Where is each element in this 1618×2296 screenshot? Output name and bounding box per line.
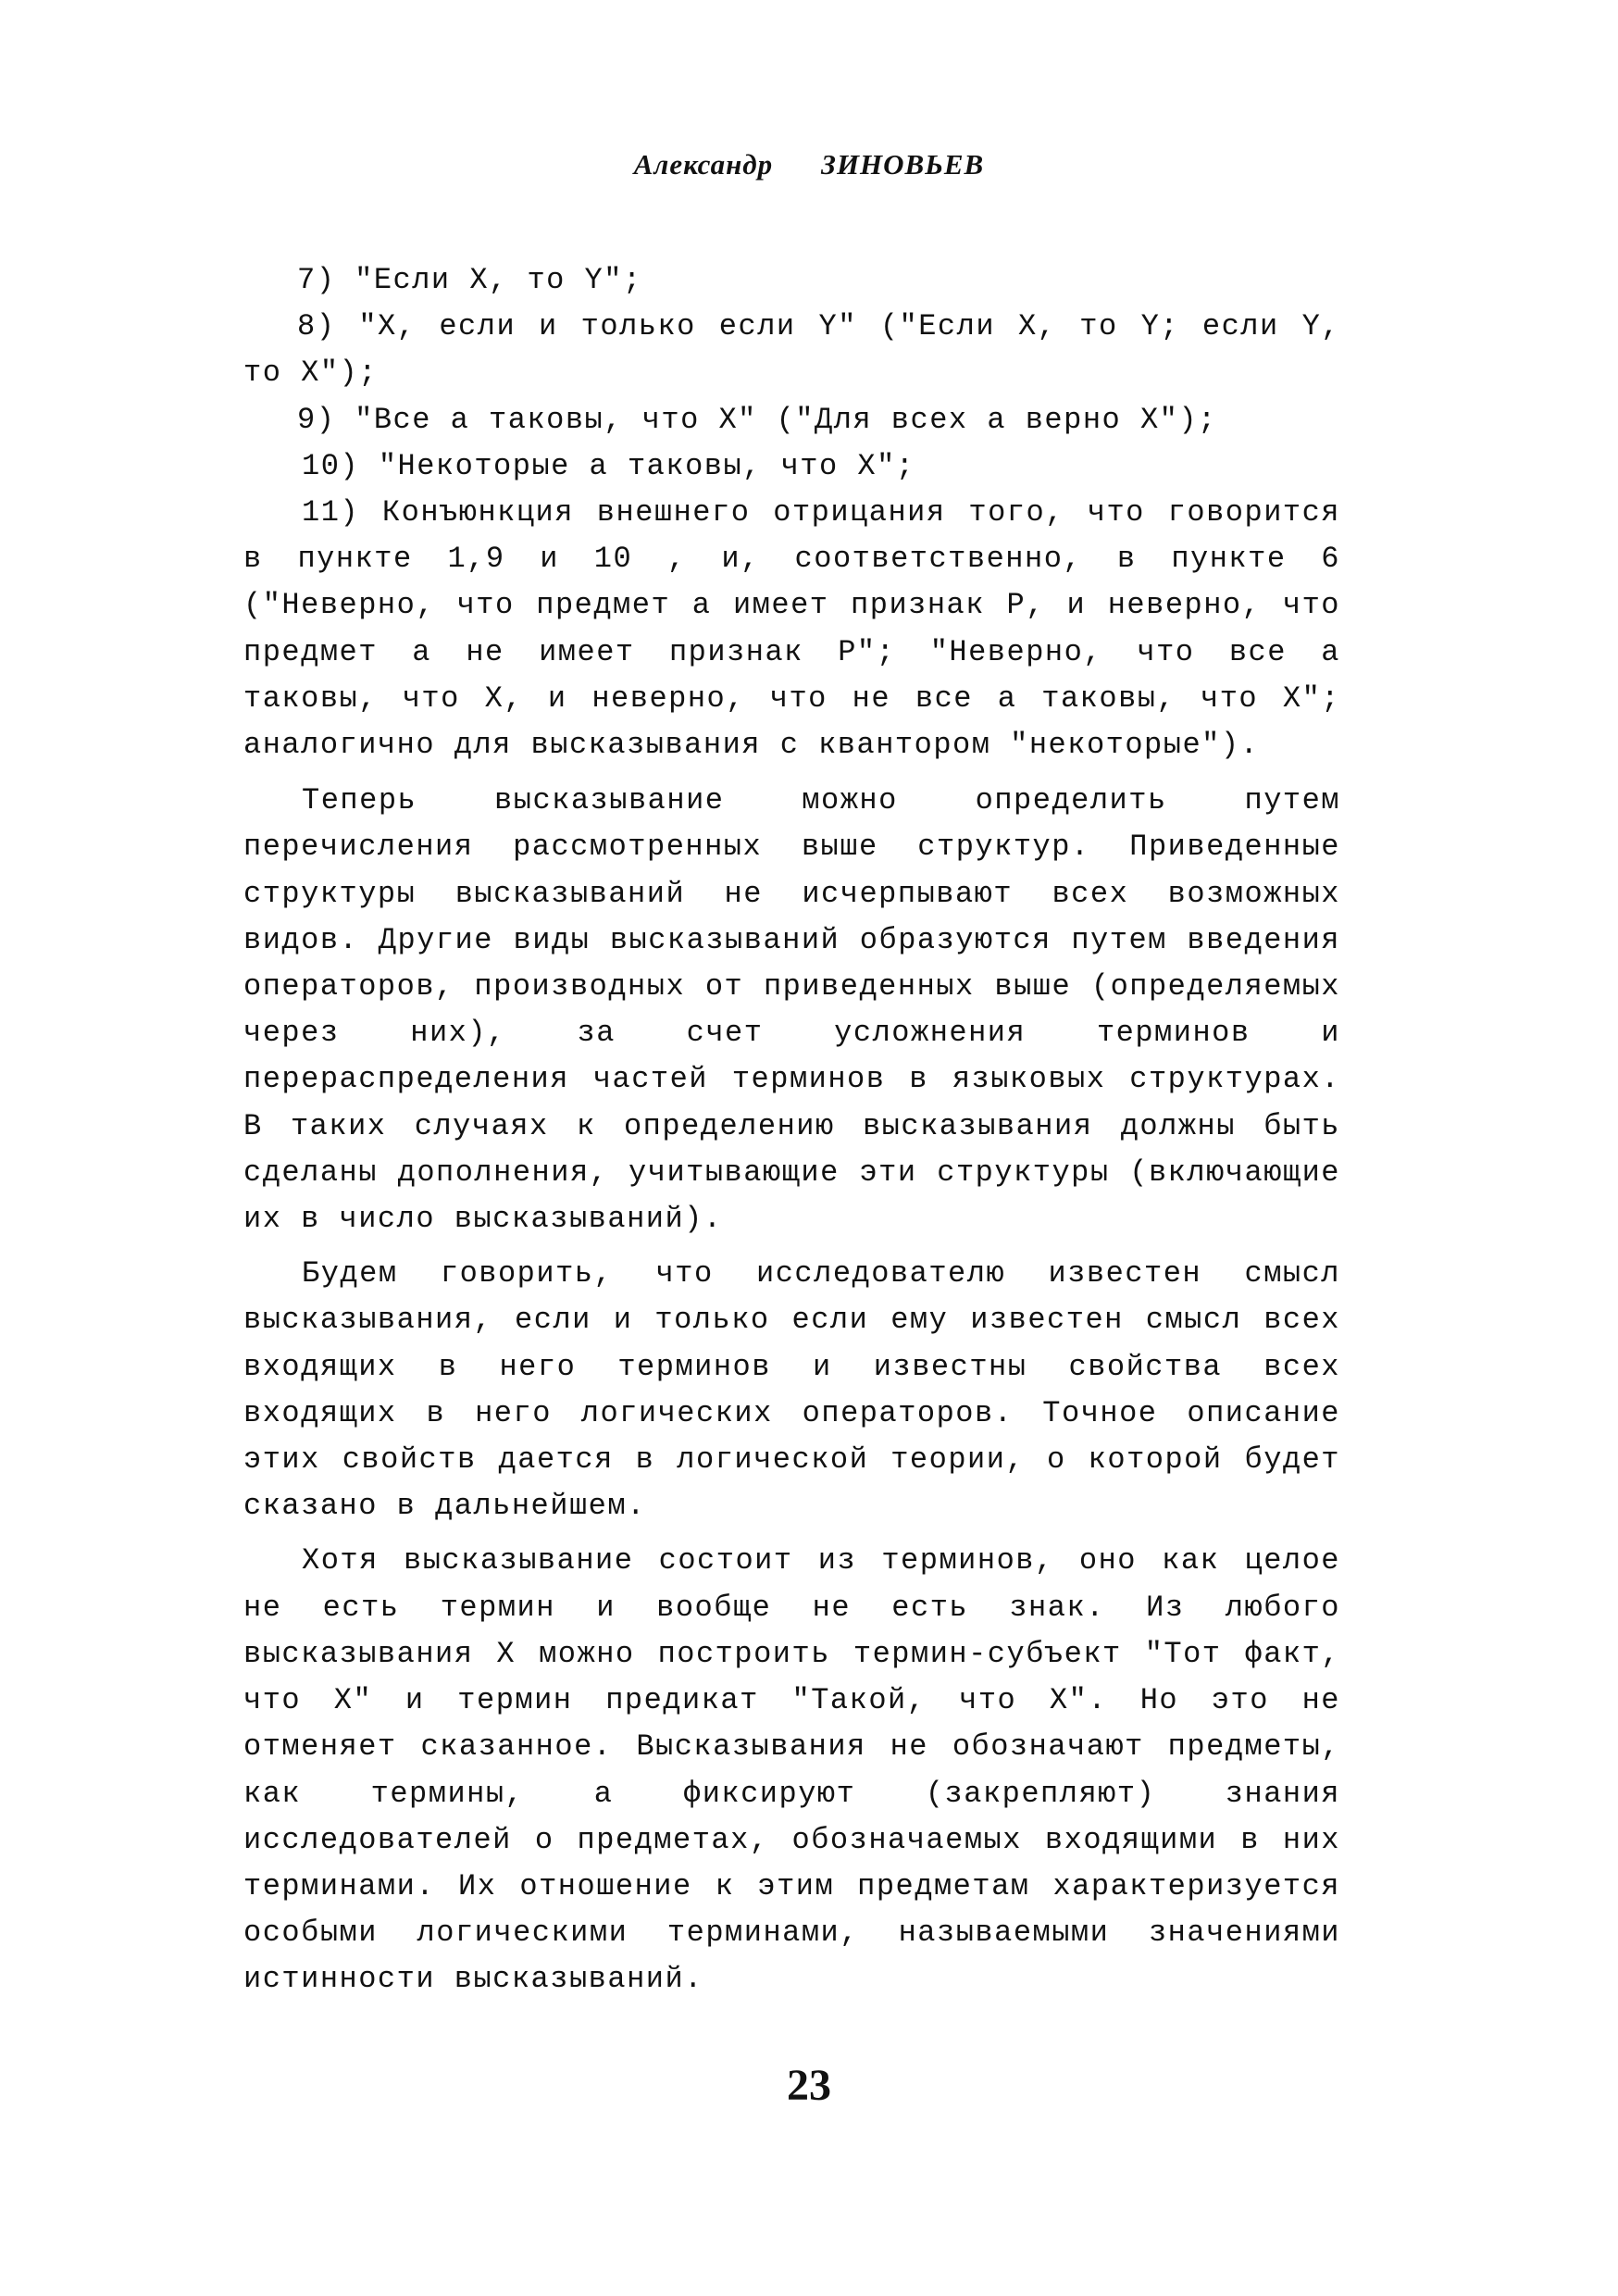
page-number: 23 <box>787 2061 831 2110</box>
list-item-7: 7) "Если X, то Y"; <box>297 263 642 297</box>
list-item-11: 11) Конъюнкция внешнего отрицания того, что говорится в пункте 1,9 и 10 , и, соответственно, в пункте 6 ("Неверно, что предмет а имеет признак P, и неверно, что предмет а не имеет признак P"; "Неверно, что все а таковы, что X, и неверно, что не все а таковы, что X"; аналогично для высказывания с квантором "некоторые"). <box>243 495 1340 763</box>
list-item-10: 10) "Некоторые а таковы, что X"; <box>302 448 915 483</box>
running-header <box>0 148 1618 181</box>
list-item-9: 9) "Все а таковы, что X" ("Для всех а верно X"); <box>297 402 1217 437</box>
author-first-name: Александр <box>633 148 774 181</box>
paragraph-statement-meaning: Будем говорить, что исследователю известен смысл высказывания, если и только если ему известен смысл всех входящих в него терминов и известны свойства всех входящих в него логических операторов. Точное описание этих свойств дается в логической теории, о которой будет сказано в дальнейшем. <box>243 1256 1340 1524</box>
paragraph-truth-values: Хотя высказывание состоит из терминов, оно как целое не есть термин и вообще не есть знак. Из любого высказывания X можно построить термин-субъект "Тот факт, что X" и термин предикат "Такой, что X". Но это не отменяет сказанное. Высказывания не обозначают предметы, как термины, а фиксируют (закрепляют) знания исследователей о предметах, обозначаемых входящими в них терминами. Их отношение к этим предметам характеризуется особыми логическими терминами, называемыми значениями истинности высказываний. <box>243 1543 1340 1997</box>
list-item-8: 8) "X, если и только если Y" ("Если X, то Y; если Y, то X"); <box>243 309 1340 391</box>
page-body <box>243 257 1340 2003</box>
paragraph-statement-definition: Теперь высказывание можно определить путем перечисления рассмотренных выше структур. Приведенные структуры высказываний не исчерпывают всех возможных видов. Другие виды высказываний образуются путем введения операторов, производных от приведенных выше (определяемых через них), за счет усложнения терминов и перераспределения частей терминов в языковых структурах. В таких случаях к определению высказывания должны быть сделаны дополнения, учитывающие эти структуры (включающие их в число высказываний). <box>243 783 1340 1237</box>
author-last-name: ЗИНОВЬЕВ <box>821 148 985 181</box>
